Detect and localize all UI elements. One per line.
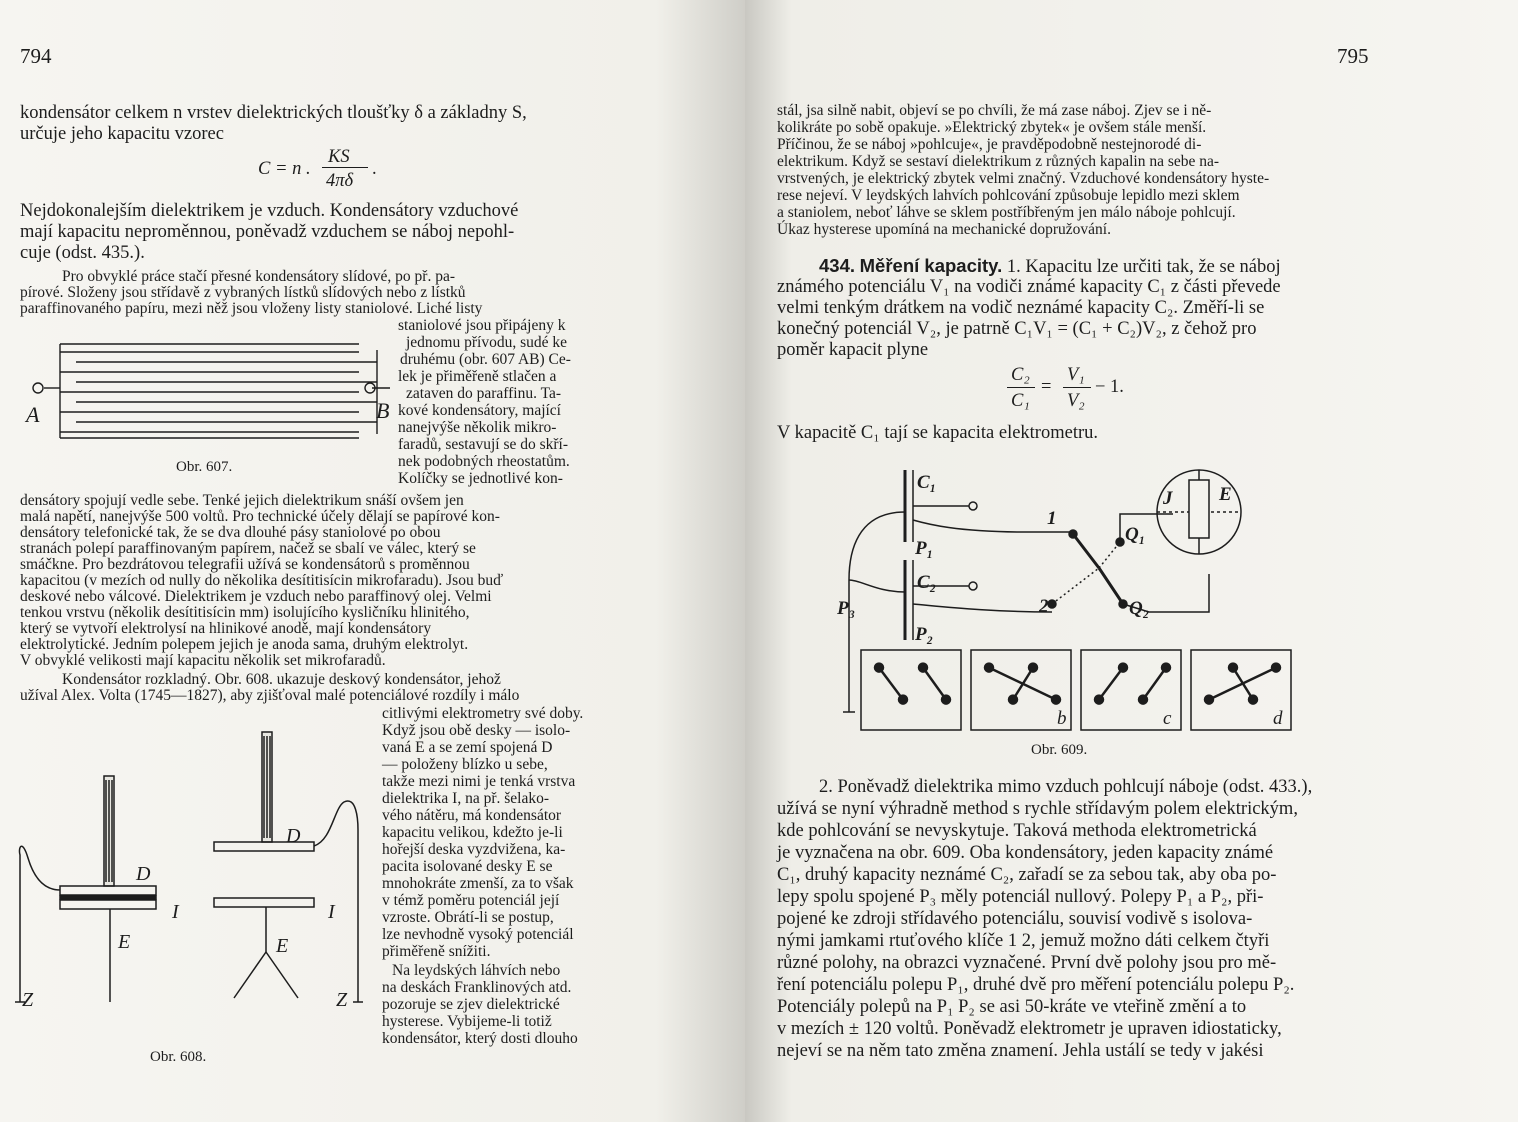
label-c: c [1163,708,1172,729]
text-line: takže mezi nimi je tenká vrstva [382,773,576,790]
formula-lhs: C = n . [258,159,311,179]
text-line: cuje (odst. 435.). [20,243,145,263]
text-line: 2. Poněvadž dielektrika mimo vzduch pohlcují náboje (odst. 433.), [819,777,1313,797]
text-line: stál, jsa silně nabit, objeví se po chvíli, že má zase náboj. Zjev se i ně- [777,102,1212,119]
text-line: Pro obvyklé práce stačí přesné kondensátory slídové, po př. pa- [62,268,455,285]
text-line: nými jamkami rtuťového klíče 1 2, jemuž možno dáti celkem čtyři [777,931,1270,951]
switch-link [879,668,903,700]
label-q1: Q₁ [1125,524,1146,545]
figure-608-caption: Obr. 608. [150,1049,207,1065]
label-e2: E [276,935,289,957]
text-line: různé polohy, na obrazci vyznačené. První dvě polohy jsou pro mě- [777,953,1277,973]
text-line: Úkaz hysterese upomíná na mechanické dopružování. [777,221,1111,238]
label-1: 1 [1047,508,1057,529]
text-line: jednomu přívodu, sudé ke [406,334,568,351]
text-line: hysterese. Vybijeme-li totiž [382,1013,552,1030]
text-line: kapacitu velikou, kdežto je-li [382,824,563,841]
text-line: vzroste. Obrátí-li se postup, [382,909,554,926]
text-line: faradů, sestavují se do skří- [398,436,569,453]
label-2: 2 [1039,596,1049,617]
text-line: Kondensátor rozkladný. Obr. 608. ukazuje deskový kondensátor, jehož [62,671,501,688]
label-q2: Q₂ [1129,598,1150,619]
figure-607-caption: Obr. 607. [176,459,233,475]
label-c1: C₁ [917,472,937,493]
text-line: pojené ke zdroji střídavého potenciálu, souvisí vodivě s isolova- [777,909,1253,929]
text-line: a staniolem, neboť láhve se sklem postříbřeným jen málo náboje pohlcují. [777,204,1236,221]
formula-den-right: V₂ [1067,391,1085,411]
text-line: kolikráte po sobě opakuje. »Elektrický zbytek« je ovšem stále menší. [777,119,1207,136]
text-line: Potenciály polepů na P₁ P₂ se asi 50-kráte ve vteřině změní a to [777,997,1247,1017]
formula-numerator: KS [328,147,350,167]
text-line: který se vytvoří elektrolysí na hlinikové anodě, mají kondensátory [20,620,432,637]
text-line: určuje jeho kapacitu vzorec [20,124,224,144]
text-line: vaná E a se zemí spojená D [382,739,553,756]
text-line: nek podobných rheostatům. [398,453,570,470]
label-z2: Z [336,989,348,1011]
text-line: densátory spojují vedle sebe. Tenké jejich dielektrikum snáší ovšem jen [20,492,464,509]
text-line: mnohokráte zmenší, za to však [382,875,574,892]
label-b: B [376,398,390,423]
switch-link [923,668,946,700]
text-line: paraffinovaného papíru, mezi něž jsou vloženy listy staniolové. Liché listy [20,300,483,317]
text-line: — položeny blízko u sebe, [382,756,548,773]
text-line: na deskách Franklinových atd. [382,979,572,996]
text-line: nejeví se na něm tato změna znamení. Jehla ustálí se tedy v jakési [777,1041,1264,1061]
text-line: mají kapacitu neproměnnou, poněvadž vzduchem se náboj nepohl- [20,222,515,242]
formula-den-left: C₁ [1011,391,1030,411]
text-line: V kapacitě C₁ tají se kapacita elektrometru. [777,423,1098,443]
figure-609-caption: Obr. 609. [1031,742,1088,758]
text-line: Kolíčky se jednotlivé kon- [398,470,563,487]
formula-tail: − 1. [1095,377,1124,397]
text-line: smáčkne. Pro bezdrátovou telegrafii užívá se kondensátorů s proměnnou [20,556,470,573]
text-line: V obvyklé velikosti mají kapacitu několik set mikrofaradů. [20,652,386,669]
formula-denominator: 4πδ [326,171,354,191]
text-line: elektrikum. Když se sestaví dielektrikum z různých kapalin na sebe na- [777,153,1220,170]
fraction-bar [1007,387,1035,388]
right-page [745,0,1518,1122]
label-j: J [1163,488,1173,509]
label-i2: I [328,901,335,923]
text-line: 1. Kapacitu lze určiti tak, že se náboj [1006,257,1281,277]
text-line: velmi tenkým drátkem na vodič neznámé kapacity C₂. Změří-li se [777,298,1265,318]
text-line: kondensátor celkem n vrstev dielektrických tloušťky δ a základny S, [20,103,527,123]
left-page [0,0,745,1122]
text-line: pírové. Složeny jsou střídavě z vybraných lístků slídových nebo z lístků [20,284,466,301]
text-line: Nejdokonalejším dielektrikem je vzduch. Kondensátory vzduchové [20,201,519,221]
section-heading [819,257,1281,277]
label-i1: I [172,901,179,923]
switch-link [989,668,1056,700]
label-p3: P₃ [837,598,856,619]
switch-link [1209,668,1276,700]
text-line: konečný potenciál V₂, je patrně C₁V₁ = (C₁ + C₂)V₂, z čehož pro [777,319,1257,339]
page-number-left: 794 [20,44,52,68]
label-e: E [1219,484,1232,505]
text-line: staniolové jsou připájeny k [398,317,566,334]
fraction-bar [322,167,368,168]
text-line: je vyznačena na obr. 609. Oba kondensátory, jeden kapacity známé [777,843,1274,863]
label-b: b [1057,708,1067,729]
switch-link [1143,668,1166,700]
text-line: zataven do paraffinu. Ta- [406,385,561,402]
text-line: Když jsou obě desky — isolo- [382,722,571,739]
label-a: A [26,402,40,427]
formula-num-right: V₁ [1067,365,1085,385]
text-line: druhému (obr. 607 AB) Ce- [400,351,571,368]
figure-608-volta-condenser [14,730,374,1030]
text-line: kde pohlcování se nevyskytuje. Taková methoda elektrometrická [777,821,1257,841]
figure-609-electrometric-bridge [837,462,1307,747]
text-line: pacita isolované desky E se [382,858,553,875]
text-line: Na leydských láhvích nebo [392,962,561,979]
formula-eq: = [1041,377,1052,397]
text-line: C₁, druhý kapacity neznámé C₂, zařadí se za sebou tak, aby oba po- [777,865,1277,885]
text-line: dielektrika I, na př. šelako- [382,790,549,807]
text-line: citlivými elektrometry své doby. [382,705,584,722]
text-line: kondensátor, který dosti dlouho [382,1030,578,1047]
text-line: lepy spolu spojené P₃ měly potenciál nullový. Polepy P₁ a P₂, při- [777,887,1264,907]
formula-end: . [372,159,377,179]
text-line: elektrolytické. Jedním polepem jejich je anoda sama, druhým elektrolyt. [20,636,469,653]
section-number: 434. [819,255,856,276]
switch-link [1099,668,1123,700]
text-line: stranách polepí paraffinovaným papírem, načež se sbalí ve válec, který se [20,540,476,557]
label-d1: D [136,863,151,885]
text-line: ření potenciálu polepu P₁, druhé dvě pro měření potenciálu polepu P₂. [777,975,1295,995]
label-e1: E [118,931,131,953]
text-line: v témž poměru potenciál její [382,892,560,909]
text-line: deskové nebo válcové. Dielektrikem je vzduch nebo paraffinový olej. Velmi [20,588,492,605]
fraction-bar [1063,387,1091,388]
label-z1: Z [22,989,34,1011]
label-c2: C₂ [917,572,937,593]
text-line: kové kondensátory, mající [398,402,561,419]
figure-607-capacitor-stack [24,330,394,450]
text-line: hořejší deska vyzdvižena, ka- [382,841,566,858]
text-line: tenkou vrstvu (několik desítitisícin mm) isolujícího kysličníku hlinitého, [20,604,470,621]
text-line: v mezích ± 120 voltů. Poněvadž elektrometr je upraven idiostaticky, [777,1019,1282,1039]
text-line: vrstvených, je elektrický zbytek velmi značný. Vzduchové kondensátory hyste- [777,170,1270,187]
text-line: Příčinou, že se náboj »pohlcuje«, je pravděpodobně nestejnorodé di- [777,136,1202,153]
text-line: densátory telefonické tak, že se dva dlouhé pásy staniolové po obou [20,524,441,541]
formula-num-left: C₂ [1011,365,1030,385]
text-line: vého nátěru, má kondensátor [382,807,562,824]
label-p2: P₂ [915,624,934,645]
text-line: lek je přiměřeně stlačen a [398,368,557,385]
text-line: rese nejeví. V leydských lahvích pohlcování způsobuje lepidlo mezi sklem [777,187,1240,204]
text-line: známého potenciálu V₁ na vodiči známé kapacity C₁ z části převede [777,277,1281,297]
text-line: kapacitou (v mezích od nully do několika desítitisícin mikrofaradu). Jsou buď [20,572,504,589]
text-line: malá napětí, nanejvýše 500 voltů. Pro technické účely dělají se papírové kon- [20,508,500,525]
label-p1: P₁ [915,538,934,559]
page-number-right: 795 [1337,44,1369,68]
text-line: nanejvýše několik mikro- [398,419,557,436]
text-line: přiměřeně snížiti. [382,943,491,960]
section-title: Měření kapacity. [859,255,1003,276]
text-line: poměr kapacit plyne [777,340,929,360]
label-d: d [1273,708,1283,729]
text-line: užívá se nyní výhradně method s rychle střídavým polem elektrickým, [777,799,1298,819]
label-d2: D [286,825,301,847]
text-line: pozoruje se zjev dielektrické [382,996,560,1013]
text-line: užíval Alex. Volta (1745—1827), aby zjišťoval malé potenciálové rozdíly i málo [20,687,520,704]
text-line: lze nevhodně vysoký potenciál [382,926,574,943]
